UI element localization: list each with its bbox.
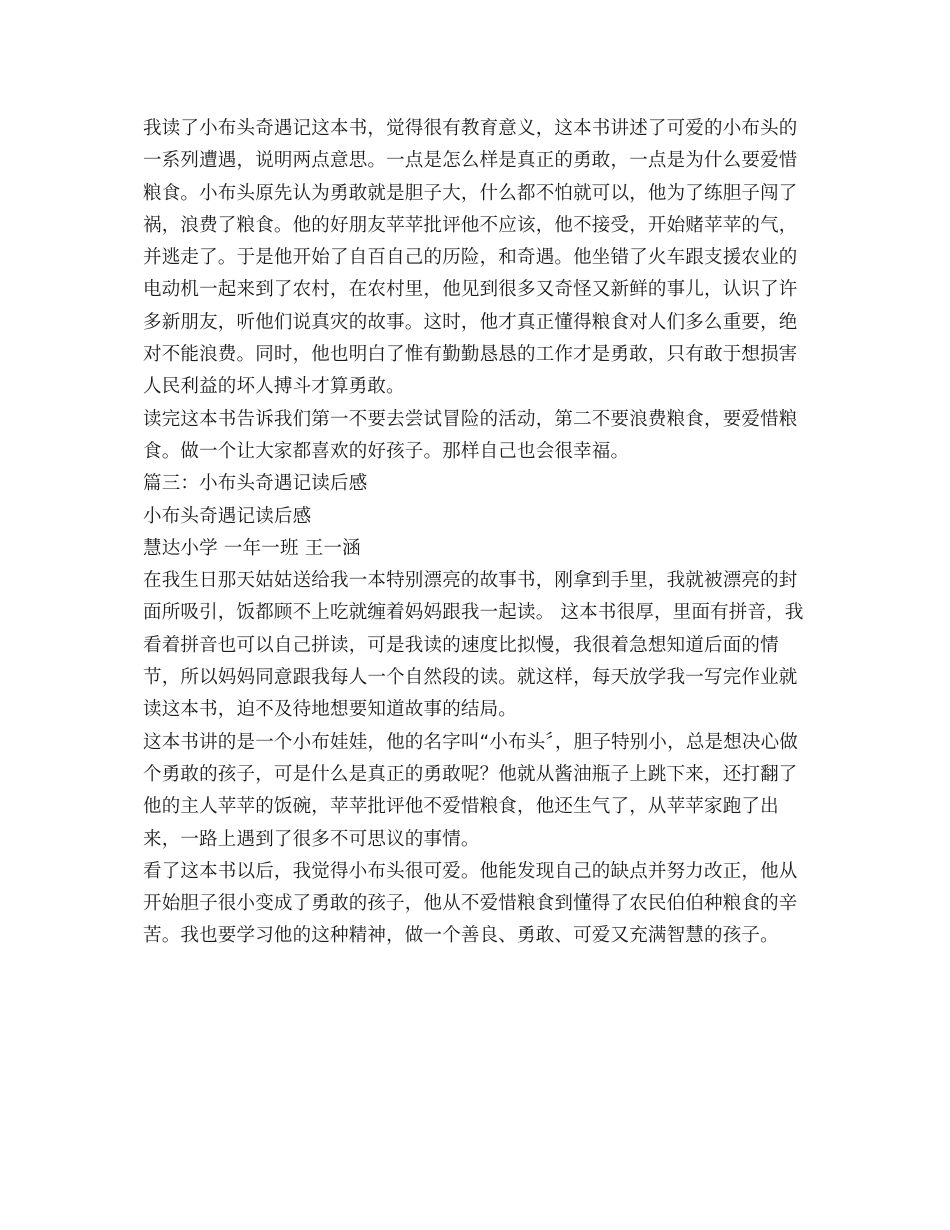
text-line: 粮食。小布头原先认为勇敢就是胆子大，什么都不怕就可以，他为了练胆子闯了 <box>143 182 798 204</box>
section-heading: 篇三：小布头奇遇记读后感 <box>143 473 368 495</box>
author-line: 慧达小学 一年一班 王一涵 <box>143 537 361 559</box>
text-line: 在我生日那天姑姑送给我一本特别漂亮的故事书，刚拿到手里，我就被漂亮的封 <box>143 570 798 592</box>
text-line: 电动机一起来到了农村，在农村里，他见到很多又奇怪又新鲜的事儿，认识了许 <box>143 279 798 301</box>
text-line: 读这本书，迫不及待地想要知道故事的结局。 <box>143 699 518 721</box>
text-line: 这本书讲的是一个小布娃娃，他的名字叫“小布头〞，胆子特别小，总是想决心做 <box>143 731 799 753</box>
text-line: 来，一路上遇到了很多不可思议的事情。 <box>143 828 480 850</box>
text-line: 节，所以妈妈同意跟我每人一个自然段的读。就这样，每天放学我一写完作业就 <box>143 667 798 689</box>
document-body <box>143 113 808 953</box>
text-line: 面所吸引，饭都顾不上吃就缠着妈妈跟我一起读。 这本书很厚，里面有拼音，我 <box>143 602 804 624</box>
text-line: 看了这本书以后，我觉得小布头很可爱。他能发现自己的缺点并努力改正，他从 <box>143 860 798 882</box>
text-line: 个勇敢的孩子，可是什么是真正的勇敢呢？他就从酱油瓶子上跳下来，还打翻了 <box>143 763 798 785</box>
text-line: 看着拼音也可以自己拼读，可是我读的速度比拟慢，我很着急想知道后面的情 <box>143 634 779 656</box>
text-line: 苦。我也要学习他的这种精神，做一个善良、勇敢、可爱又充满智慧的孩子。 <box>143 925 779 947</box>
text-line: 我读了小布头奇遇记这本书，觉得很有教育意义，这本书讲述了可爱的小布头的 <box>143 118 798 139</box>
text-line: 多新朋友，听他们说真灾的故事。这时，他才真正懂得粮食对人们多么重要，绝 <box>143 311 798 333</box>
text-line: 人民利益的坏人搏斗才算勇敢。 <box>143 376 405 398</box>
text-line: 他的主人苹苹的饭碗，苹苹批评他不爱惜粮食，他还生气了，从苹苹家跑了出 <box>143 796 779 818</box>
text-line: 开始胆子很小变成了勇敢的孩子，他从不爱惜粮食到懂得了农民伯伯种粮食的辛 <box>143 893 798 915</box>
text-line: 食。做一个让大家都喜欢的好孩子。那样自己也会很幸福。 <box>143 440 630 462</box>
text-line: 读完这本书告诉我们第一不要去尝试冒险的活动，第二不要浪费粮食，要爱惜粮 <box>143 408 798 430</box>
article-title: 小布头奇遇记读后感 <box>143 505 312 527</box>
text-line: 对不能浪费。同时，他也明白了惟有勤勤恳恳的工作才是勇敢，只有敢于想损害 <box>143 344 798 366</box>
text-line: 并逃走了。于是他开始了自百自己的历险，和奇遇。他坐错了火车跟支援农业的 <box>143 247 798 269</box>
text-line: 一系列遭遇，说明两点意思。一点是怎么样是真正的勇敢，一点是为什么要爱惜 <box>143 150 798 172</box>
text-line: 祸，浪费了粮食。他的好朋友苹苹批评他不应该，他不接受，开始赌苹苹的气， <box>143 214 798 236</box>
